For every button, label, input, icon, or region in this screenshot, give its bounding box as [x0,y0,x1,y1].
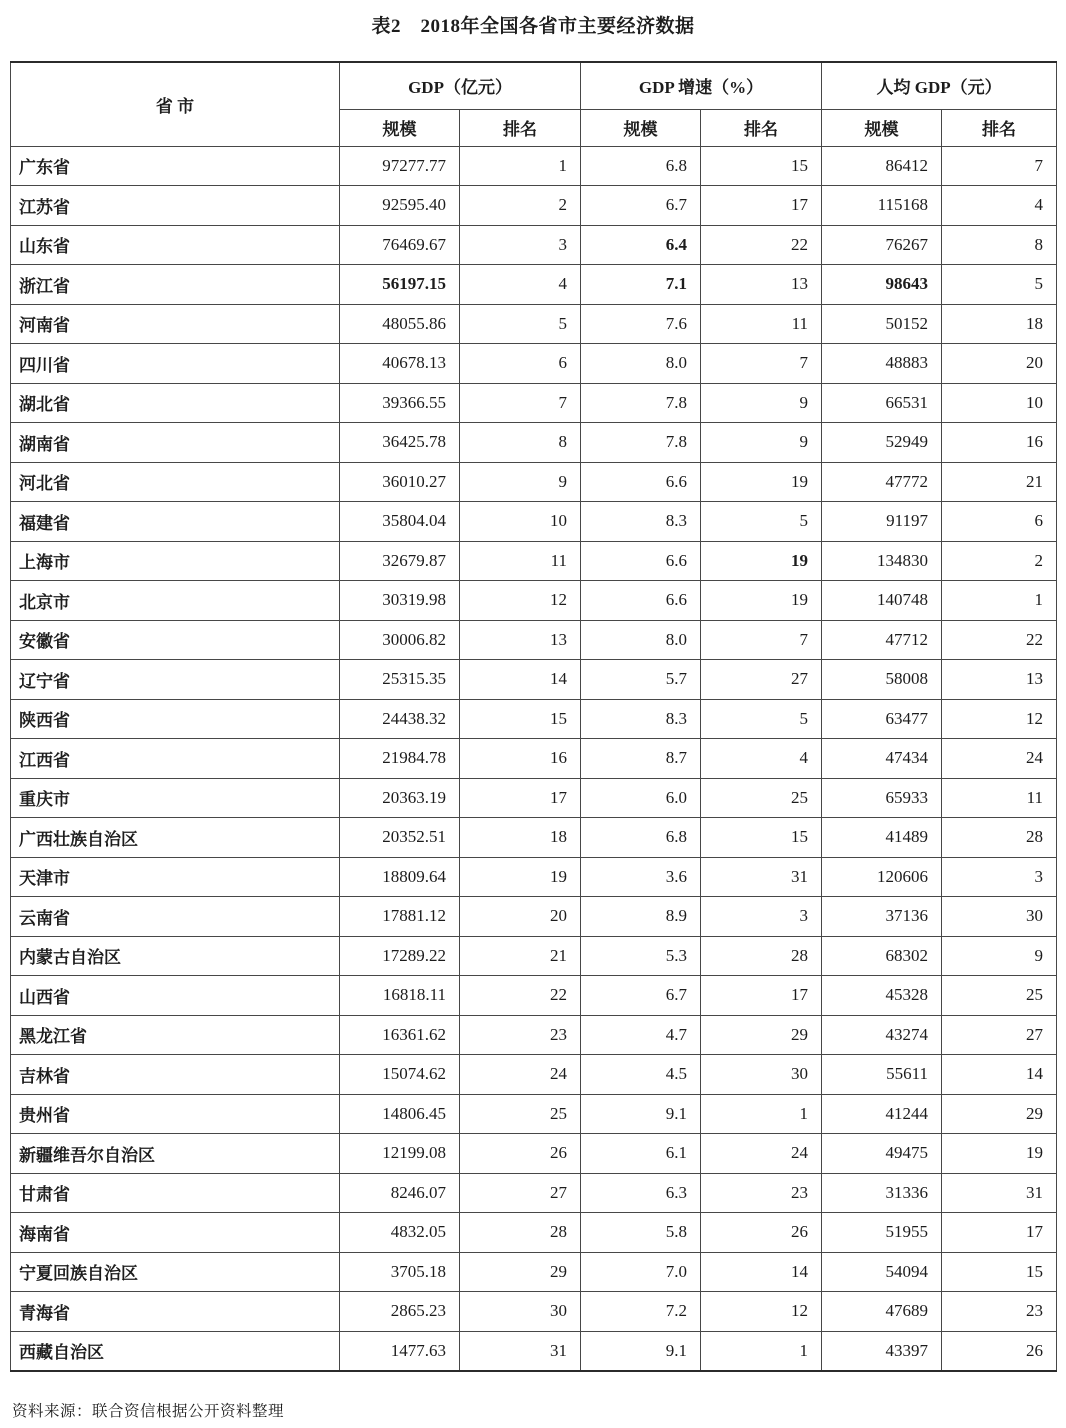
cell-gdp-rank: 13 [460,620,581,660]
cell-growth: 8.3 [581,699,701,739]
cell-pcgdp: 51955 [822,1213,942,1253]
cell-gdp-rank: 28 [460,1213,581,1253]
cell-gdp: 25315.35 [340,660,460,700]
header-gdp-scale: 规模 [340,109,460,146]
cell-gdp-rank: 11 [460,541,581,581]
cell-gdp: 36425.78 [340,423,460,463]
header-growth-scale: 规模 [581,109,701,146]
cell-gdp: 21984.78 [340,739,460,779]
cell-pcgdp-rank: 16 [942,423,1057,463]
cell-pcgdp-rank: 23 [942,1292,1057,1332]
cell-pcgdp-rank: 2 [942,541,1057,581]
table-row [11,1173,1057,1213]
cell-gdp: 2865.23 [340,1292,460,1332]
table-row [11,857,1057,897]
cell-province: 湖南省 [11,423,340,463]
cell-growth: 7.2 [581,1292,701,1332]
cell-pcgdp-rank: 28 [942,818,1057,858]
cell-pcgdp: 86412 [822,146,942,186]
cell-province: 甘肃省 [11,1173,340,1213]
cell-province: 江苏省 [11,186,340,226]
table-row [11,660,1057,700]
cell-growth-rank: 26 [701,1213,822,1253]
cell-growth: 7.8 [581,383,701,423]
cell-gdp-rank: 12 [460,581,581,621]
cell-province: 内蒙古自治区 [11,936,340,976]
cell-pcgdp: 65933 [822,778,942,818]
cell-gdp: 56197.15 [340,265,460,305]
header-gdp-group: GDP（亿元） [340,62,581,109]
cell-pcgdp-rank: 1 [942,581,1057,621]
cell-pcgdp: 120606 [822,857,942,897]
table-row [11,344,1057,384]
cell-pcgdp: 140748 [822,581,942,621]
cell-growth-rank: 7 [701,344,822,384]
cell-province: 青海省 [11,1292,340,1332]
cell-gdp: 17289.22 [340,936,460,976]
cell-pcgdp: 43397 [822,1331,942,1371]
cell-province: 吉林省 [11,1055,340,1095]
cell-province: 安徽省 [11,620,340,660]
cell-pcgdp: 76267 [822,225,942,265]
cell-province: 黑龙江省 [11,1015,340,1055]
cell-growth-rank: 7 [701,620,822,660]
cell-province: 河北省 [11,462,340,502]
cell-gdp: 30006.82 [340,620,460,660]
cell-gdp-rank: 9 [460,462,581,502]
cell-province: 天津市 [11,857,340,897]
cell-province: 广东省 [11,146,340,186]
table-row [11,1213,1057,1253]
cell-pcgdp-rank: 21 [942,462,1057,502]
cell-province: 宁夏回族自治区 [11,1252,340,1292]
cell-gdp: 20352.51 [340,818,460,858]
cell-pcgdp: 37136 [822,897,942,937]
cell-gdp-rank: 17 [460,778,581,818]
cell-gdp-rank: 24 [460,1055,581,1095]
cell-growth: 7.6 [581,304,701,344]
cell-growth-rank: 28 [701,936,822,976]
cell-province: 贵州省 [11,1094,340,1134]
cell-gdp-rank: 29 [460,1252,581,1292]
cell-pcgdp-rank: 6 [942,502,1057,542]
cell-gdp: 15074.62 [340,1055,460,1095]
cell-pcgdp: 52949 [822,423,942,463]
cell-gdp-rank: 16 [460,739,581,779]
table-row [11,1015,1057,1055]
cell-gdp-rank: 8 [460,423,581,463]
cell-gdp-rank: 26 [460,1134,581,1174]
cell-gdp: 1477.63 [340,1331,460,1371]
cell-pcgdp-rank: 4 [942,186,1057,226]
cell-pcgdp-rank: 20 [942,344,1057,384]
cell-growth: 9.1 [581,1094,701,1134]
cell-gdp: 3705.18 [340,1252,460,1292]
table-row [11,581,1057,621]
cell-growth-rank: 1 [701,1094,822,1134]
cell-growth: 6.8 [581,818,701,858]
cell-pcgdp: 47689 [822,1292,942,1332]
cell-growth-rank: 15 [701,818,822,858]
cell-pcgdp: 41244 [822,1094,942,1134]
table-row [11,620,1057,660]
table-row [11,186,1057,226]
cell-growth-rank: 5 [701,502,822,542]
cell-province: 山西省 [11,976,340,1016]
cell-pcgdp: 47712 [822,620,942,660]
table-row [11,936,1057,976]
table-row [11,304,1057,344]
cell-pcgdp: 43274 [822,1015,942,1055]
header-province: 省 市 [11,62,340,146]
cell-gdp: 18809.64 [340,857,460,897]
header-growth-group: GDP 增速（%） [581,62,822,109]
cell-pcgdp: 48883 [822,344,942,384]
cell-province: 海南省 [11,1213,340,1253]
cell-gdp: 76469.67 [340,225,460,265]
cell-province: 辽宁省 [11,660,340,700]
cell-pcgdp: 68302 [822,936,942,976]
cell-growth-rank: 27 [701,660,822,700]
cell-growth: 8.0 [581,620,701,660]
cell-growth: 8.3 [581,502,701,542]
cell-province: 河南省 [11,304,340,344]
header-pcgdp-group: 人均 GDP（元） [822,62,1057,109]
cell-gdp-rank: 1 [460,146,581,186]
cell-growth: 6.0 [581,778,701,818]
cell-gdp-rank: 3 [460,225,581,265]
cell-growth-rank: 3 [701,897,822,937]
table-row [11,265,1057,305]
cell-growth-rank: 13 [701,265,822,305]
source-note: 资料来源：联合资信根据公开资料整理 [12,1402,285,1420]
cell-gdp: 17881.12 [340,897,460,937]
cell-growth-rank: 17 [701,186,822,226]
cell-province: 西藏自治区 [11,1331,340,1371]
cell-province: 云南省 [11,897,340,937]
cell-growth: 6.7 [581,186,701,226]
cell-pcgdp-rank: 30 [942,897,1057,937]
cell-pcgdp-rank: 22 [942,620,1057,660]
cell-growth: 7.0 [581,1252,701,1292]
cell-pcgdp-rank: 31 [942,1173,1057,1213]
cell-pcgdp: 134830 [822,541,942,581]
cell-province: 北京市 [11,581,340,621]
cell-province: 陕西省 [11,699,340,739]
cell-growth: 6.8 [581,146,701,186]
cell-growth: 3.6 [581,857,701,897]
cell-growth-rank: 19 [701,462,822,502]
table-row [11,423,1057,463]
cell-growth-rank: 17 [701,976,822,1016]
cell-pcgdp: 50152 [822,304,942,344]
cell-pcgdp: 45328 [822,976,942,1016]
cell-gdp-rank: 23 [460,1015,581,1055]
cell-growth-rank: 19 [701,581,822,621]
cell-gdp: 36010.27 [340,462,460,502]
cell-growth: 8.0 [581,344,701,384]
cell-growth: 4.7 [581,1015,701,1055]
cell-gdp: 8246.07 [340,1173,460,1213]
cell-province: 四川省 [11,344,340,384]
cell-growth-rank: 9 [701,383,822,423]
cell-pcgdp-rank: 24 [942,739,1057,779]
cell-growth-rank: 29 [701,1015,822,1055]
cell-growth: 6.1 [581,1134,701,1174]
cell-growth: 6.6 [581,581,701,621]
cell-pcgdp-rank: 3 [942,857,1057,897]
cell-pcgdp: 115168 [822,186,942,226]
cell-gdp-rank: 14 [460,660,581,700]
cell-pcgdp-rank: 13 [942,660,1057,700]
table-row [11,462,1057,502]
cell-growth-rank: 31 [701,857,822,897]
cell-province: 福建省 [11,502,340,542]
cell-growth-rank: 15 [701,146,822,186]
cell-pcgdp: 58008 [822,660,942,700]
table-header [11,62,1057,146]
cell-growth: 6.6 [581,462,701,502]
header-pcgdp-scale: 规模 [822,109,942,146]
cell-growth-rank: 5 [701,699,822,739]
cell-pcgdp: 47772 [822,462,942,502]
cell-province: 广西壮族自治区 [11,818,340,858]
cell-pcgdp: 55611 [822,1055,942,1095]
cell-pcgdp: 91197 [822,502,942,542]
table-row [11,383,1057,423]
table-row [11,897,1057,937]
cell-pcgdp: 49475 [822,1134,942,1174]
header-pcgdp-rank: 排名 [942,109,1057,146]
cell-gdp-rank: 7 [460,383,581,423]
cell-province: 湖北省 [11,383,340,423]
cell-growth: 5.3 [581,936,701,976]
cell-growth-rank: 14 [701,1252,822,1292]
cell-growth-rank: 12 [701,1292,822,1332]
cell-gdp-rank: 2 [460,186,581,226]
cell-pcgdp-rank: 10 [942,383,1057,423]
cell-gdp: 24438.32 [340,699,460,739]
cell-growth: 4.5 [581,1055,701,1095]
cell-gdp: 92595.40 [340,186,460,226]
table-row [11,1292,1057,1332]
cell-province: 江西省 [11,739,340,779]
cell-gdp: 97277.77 [340,146,460,186]
cell-growth-rank: 9 [701,423,822,463]
cell-pcgdp-rank: 25 [942,976,1057,1016]
table-row [11,739,1057,779]
cell-gdp: 4832.05 [340,1213,460,1253]
cell-growth-rank: 30 [701,1055,822,1095]
cell-growth: 5.7 [581,660,701,700]
cell-gdp-rank: 31 [460,1331,581,1371]
cell-pcgdp-rank: 27 [942,1015,1057,1055]
cell-gdp-rank: 27 [460,1173,581,1213]
cell-gdp: 30319.98 [340,581,460,621]
table-row [11,146,1057,186]
cell-gdp: 14806.45 [340,1094,460,1134]
table-row [11,1331,1057,1371]
cell-pcgdp-rank: 9 [942,936,1057,976]
cell-pcgdp-rank: 11 [942,778,1057,818]
header-growth-rank: 排名 [701,109,822,146]
table-row [11,1094,1057,1134]
cell-pcgdp-rank: 5 [942,265,1057,305]
cell-growth-rank: 25 [701,778,822,818]
cell-province: 重庆市 [11,778,340,818]
cell-pcgdp-rank: 18 [942,304,1057,344]
cell-pcgdp-rank: 14 [942,1055,1057,1095]
cell-pcgdp-rank: 12 [942,699,1057,739]
cell-gdp-rank: 4 [460,265,581,305]
cell-pcgdp-rank: 17 [942,1213,1057,1253]
cell-gdp: 32679.87 [340,541,460,581]
table-row [11,976,1057,1016]
cell-growth: 7.8 [581,423,701,463]
cell-pcgdp: 41489 [822,818,942,858]
cell-growth-rank: 4 [701,739,822,779]
cell-gdp-rank: 15 [460,699,581,739]
table-row [11,225,1057,265]
table-row [11,1252,1057,1292]
cell-pcgdp: 66531 [822,383,942,423]
cell-province: 新疆维吾尔自治区 [11,1134,340,1174]
table-row [11,502,1057,542]
header-group-row [11,62,1057,109]
cell-growth: 8.7 [581,739,701,779]
table-row [11,778,1057,818]
cell-province: 浙江省 [11,265,340,305]
cell-gdp-rank: 6 [460,344,581,384]
cell-province: 上海市 [11,541,340,581]
cell-pcgdp-rank: 29 [942,1094,1057,1134]
cell-pcgdp: 47434 [822,739,942,779]
table-row [11,1134,1057,1174]
cell-growth: 6.3 [581,1173,701,1213]
table-row [11,1055,1057,1095]
table-row [11,818,1057,858]
header-gdp-rank: 排名 [460,109,581,146]
table-body [11,146,1057,1371]
cell-growth: 6.6 [581,541,701,581]
cell-pcgdp: 63477 [822,699,942,739]
economic-data-table [10,61,1057,1372]
cell-gdp: 48055.86 [340,304,460,344]
cell-gdp-rank: 10 [460,502,581,542]
cell-gdp-rank: 19 [460,857,581,897]
cell-pcgdp-rank: 15 [942,1252,1057,1292]
cell-growth-rank: 23 [701,1173,822,1213]
cell-gdp: 39366.55 [340,383,460,423]
cell-growth: 9.1 [581,1331,701,1371]
page-title: 表2 2018年全国各省市主要经济数据 [371,16,695,37]
cell-gdp: 20363.19 [340,778,460,818]
cell-growth-rank: 1 [701,1331,822,1371]
cell-growth-rank: 19 [701,541,822,581]
cell-growth-rank: 22 [701,225,822,265]
cell-gdp-rank: 22 [460,976,581,1016]
cell-growth: 6.4 [581,225,701,265]
cell-pcgdp-rank: 26 [942,1331,1057,1371]
cell-pcgdp: 54094 [822,1252,942,1292]
table-row [11,541,1057,581]
cell-gdp: 35804.04 [340,502,460,542]
cell-growth-rank: 11 [701,304,822,344]
cell-pcgdp: 98643 [822,265,942,305]
cell-pcgdp-rank: 7 [942,146,1057,186]
cell-gdp: 12199.08 [340,1134,460,1174]
cell-gdp: 16818.11 [340,976,460,1016]
table-row [11,699,1057,739]
cell-pcgdp-rank: 8 [942,225,1057,265]
cell-gdp-rank: 25 [460,1094,581,1134]
cell-growth-rank: 24 [701,1134,822,1174]
cell-gdp: 16361.62 [340,1015,460,1055]
cell-gdp-rank: 5 [460,304,581,344]
cell-gdp-rank: 20 [460,897,581,937]
cell-pcgdp: 31336 [822,1173,942,1213]
cell-growth: 8.9 [581,897,701,937]
cell-growth: 7.1 [581,265,701,305]
cell-gdp-rank: 21 [460,936,581,976]
cell-gdp-rank: 30 [460,1292,581,1332]
cell-growth: 6.7 [581,976,701,1016]
cell-gdp: 40678.13 [340,344,460,384]
cell-gdp-rank: 18 [460,818,581,858]
cell-province: 山东省 [11,225,340,265]
cell-growth: 5.8 [581,1213,701,1253]
cell-pcgdp-rank: 19 [942,1134,1057,1174]
